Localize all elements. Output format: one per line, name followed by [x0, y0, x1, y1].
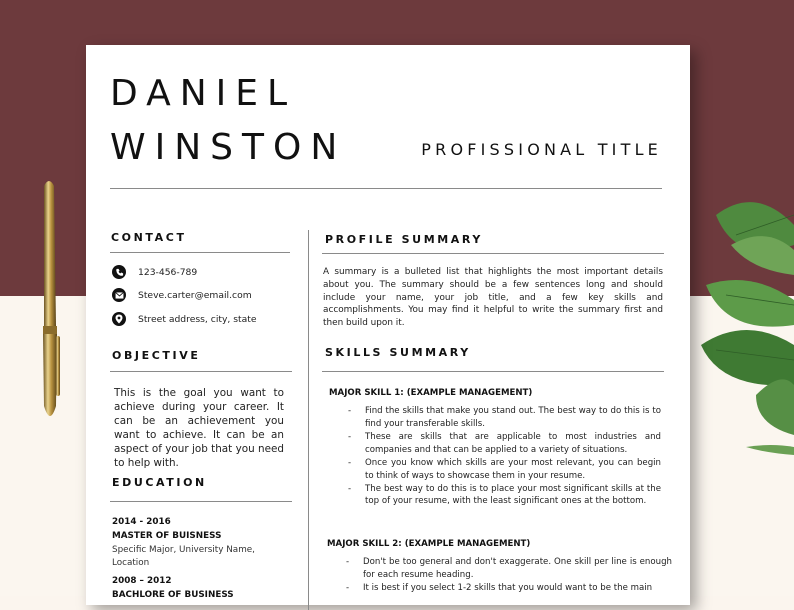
- objective-text: This is the goal you want to achieve during your career. It can be an achievement you want to achieve. It can be an aspect of your job that you need to help with.: [114, 387, 284, 469]
- profile-summary-text: A summary is a bulleted list that highlights the most important details about you. The summary should be a few sentences long and should include your name, your job title, and a few key skills and accomplishments. You may find it helpful to write the summary first and then build upon it.: [323, 267, 663, 329]
- resume-page: [86, 45, 690, 605]
- contact-divider: [110, 252, 290, 253]
- profile-summary-heading: PROFILE SUMMARY: [325, 233, 483, 246]
- contact-phone-row: [112, 265, 197, 279]
- contact-address: Street address, city, state: [138, 313, 257, 325]
- gold-pen-decoration: [36, 176, 66, 426]
- column-divider: [308, 230, 309, 610]
- header-divider: [110, 188, 662, 189]
- skill-2-bullets: [329, 556, 672, 595]
- profile-summary-divider: [322, 253, 664, 254]
- contact-phone: 123-456-789: [138, 266, 198, 278]
- skill-1-bullet: - These are skills that are applicable to most industries and companies and that can be applied to a variety of situations.: [331, 431, 661, 456]
- phone-icon: [112, 265, 126, 279]
- education-divider: [110, 501, 292, 502]
- skill-2-bullet: - It is best if you select 1-2 skills that you would want to be the main: [329, 582, 672, 595]
- contact-email: Steve.carter@email.com: [138, 289, 252, 301]
- education-dates-2: 2008 – 2012: [112, 576, 172, 586]
- skill-1-bullet: - Find the skills that make you stand out. The best way to do this is to find your transferable skills.: [331, 405, 661, 430]
- skill-1-title: MAJOR SKILL 1: (EXAMPLE MANAGEMENT): [329, 388, 533, 398]
- skill-1-bullet: - Once you know which skills are your most relevant, you can begin to think of ways to showcase them in your resume.: [331, 457, 661, 482]
- skills-summary-heading: SKILLS SUMMARY: [325, 346, 471, 359]
- location-icon: [112, 312, 126, 326]
- education-degree-1: MASTER OF BUISNESS: [112, 531, 222, 541]
- education-details-1: Specific Major, University Name, Location: [112, 545, 255, 568]
- objective-heading: OBJECTIVE: [112, 349, 201, 362]
- professional-title: PROFISSIONAL TITLE: [421, 140, 662, 159]
- education-heading: EDUCATION: [112, 476, 207, 489]
- contact-email-row: [112, 288, 252, 302]
- skill-2-bullet: - Don't be too general and don't exaggerate. One skill per line is enough for each resume heading.: [329, 556, 672, 581]
- education-dates-1: 2014 - 2016: [112, 517, 171, 527]
- skill-1-bullet: - The best way to do this is to place your most significant skills at the top of your resume, with the least significant ones at the bottom.: [331, 483, 661, 508]
- eucalyptus-leaves-decoration: [696, 185, 794, 460]
- contact-heading: CONTACT: [111, 231, 187, 244]
- contact-address-row: [112, 312, 257, 326]
- first-name: DANIEL: [110, 73, 297, 114]
- skill-2-title: MAJOR SKILL 2: (EXAMPLE MANAGEMENT): [327, 539, 531, 549]
- email-icon: [112, 288, 126, 302]
- education-degree-2: BACHLORE OF BUSINESS: [112, 590, 234, 600]
- skills-summary-divider: [322, 371, 664, 372]
- skill-1-bullets: [331, 405, 661, 509]
- objective-divider: [110, 371, 292, 372]
- last-name: WINSTON: [110, 127, 347, 168]
